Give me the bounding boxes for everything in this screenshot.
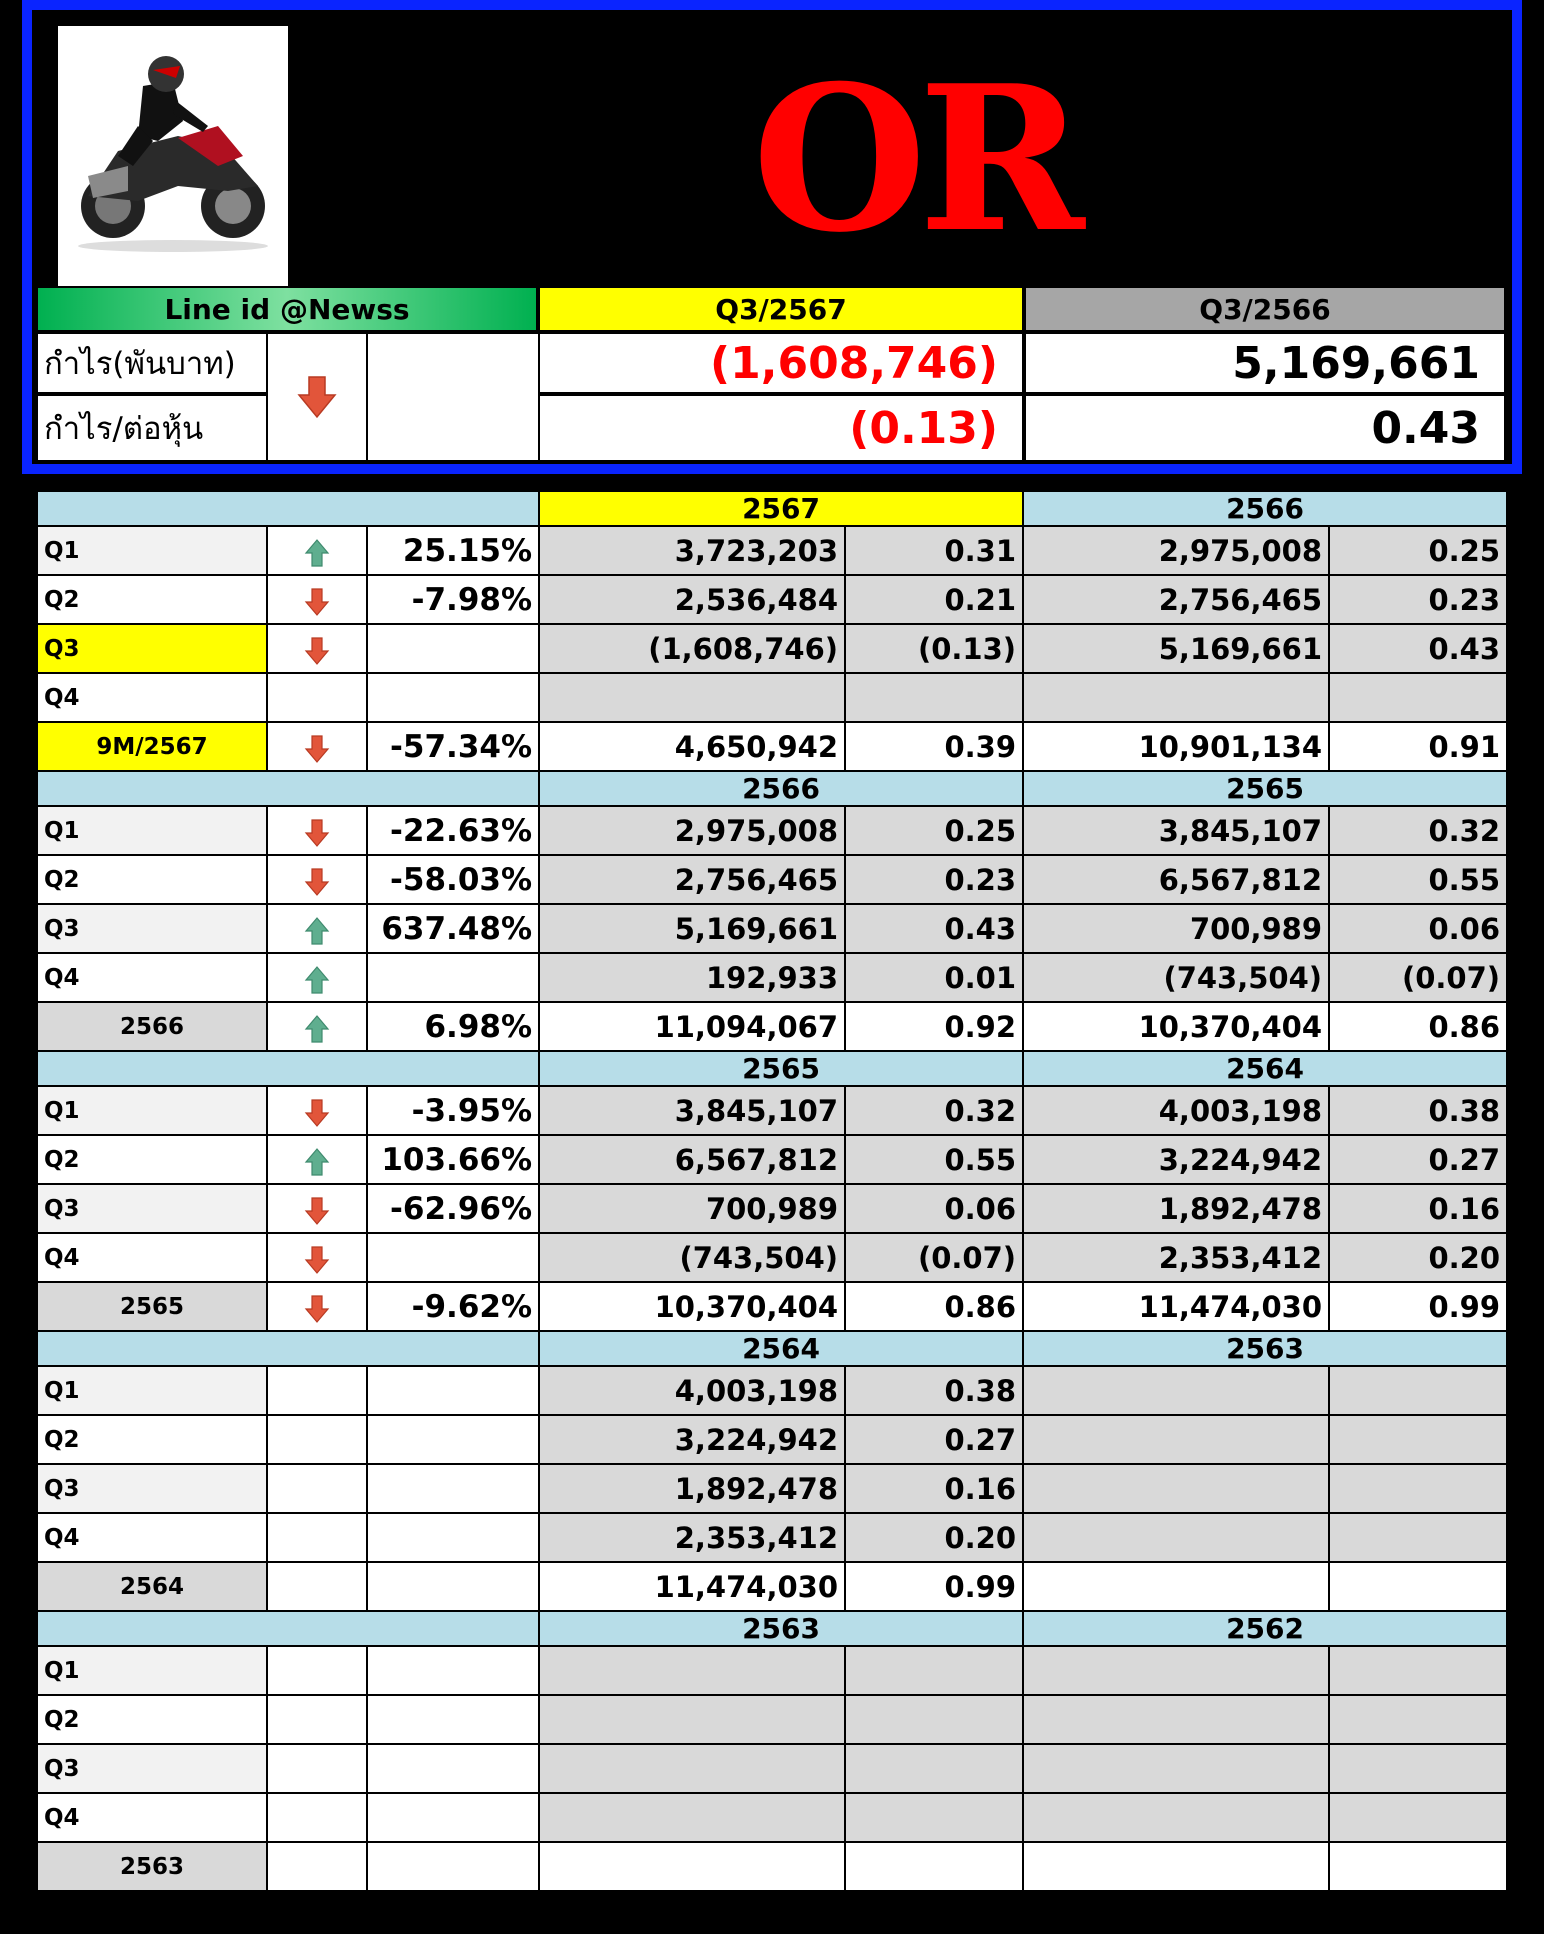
section-header-row [37,771,1507,806]
row-label: Q4 [37,953,267,1002]
profit-current-value: (1,608,746) [538,332,1024,394]
previous-profit: 2,353,412 [1023,1233,1329,1282]
year-current-header: 2563 [539,1611,1023,1646]
change-percent: -22.63% [367,806,539,855]
current-profit: 192,933 [539,953,845,1002]
quarter-row [37,1646,1507,1695]
trend-cell [267,1744,367,1793]
previous-eps: 0.55 [1329,855,1507,904]
quarter-row [37,624,1507,673]
current-profit: 2,756,465 [539,855,845,904]
year-previous-header: 2566 [1023,491,1507,526]
total-row [37,1282,1507,1331]
down-arrow-icon [267,1184,367,1233]
current-eps: 0.20 [845,1513,1023,1562]
current-eps: 0.92 [845,1002,1023,1051]
trend-cell [267,1842,367,1891]
up-arrow-icon [267,1002,367,1051]
year-previous-header: 2563 [1023,1331,1507,1366]
previous-profit: 2,756,465 [1023,575,1329,624]
eps-previous-value: 0.43 [1024,394,1506,462]
current-eps [845,1646,1023,1695]
current-profit: 3,845,107 [539,1086,845,1135]
quarter-row [37,673,1507,722]
current-eps [845,673,1023,722]
current-profit: 10,370,404 [539,1282,845,1331]
quarter-row [37,806,1507,855]
current-eps: 0.43 [845,904,1023,953]
current-eps: 0.27 [845,1415,1023,1464]
previous-profit [1023,1366,1329,1415]
current-eps: 0.99 [845,1562,1023,1611]
section-header-blank [37,1051,539,1086]
section-header-blank [37,1331,539,1366]
current-eps: 0.21 [845,575,1023,624]
row-label: Q4 [37,1233,267,1282]
quarter-row [37,1695,1507,1744]
change-percent: 6.98% [367,1002,539,1051]
row-label: Q4 [37,1513,267,1562]
previous-profit: 11,474,030 [1023,1282,1329,1331]
down-arrow-icon [267,806,367,855]
trend-cell [267,1513,367,1562]
previous-profit [1023,673,1329,722]
previous-profit: 3,224,942 [1023,1135,1329,1184]
previous-eps: 0.27 [1329,1135,1507,1184]
total-row [37,722,1507,771]
current-profit [539,1646,845,1695]
change-percent [367,1695,539,1744]
trend-cell [267,1415,367,1464]
current-profit: 2,975,008 [539,806,845,855]
previous-profit: 2,975,008 [1023,526,1329,575]
total-row [37,1842,1507,1891]
current-profit: 3,224,942 [539,1415,845,1464]
current-profit [539,1842,845,1891]
year-current-header: 2567 [539,491,1023,526]
previous-profit [1023,1464,1329,1513]
trend-cell [267,1793,367,1842]
row-label: Q2 [37,1415,267,1464]
up-arrow-icon [267,904,367,953]
current-profit: 11,094,067 [539,1002,845,1051]
earnings-table [36,490,1508,1892]
change-percent: -9.62% [367,1282,539,1331]
change-percent: -58.03% [367,855,539,904]
current-profit: 2,353,412 [539,1513,845,1562]
current-eps [845,1793,1023,1842]
change-percent [367,1793,539,1842]
line-id-banner: Line id @Newss [36,286,538,332]
previous-profit [1023,1646,1329,1695]
row-label: Q1 [37,1366,267,1415]
previous-eps: 0.23 [1329,575,1507,624]
row-label: Q2 [37,855,267,904]
ticker-symbol: OR [752,42,1077,277]
previous-profit: 1,892,478 [1023,1184,1329,1233]
quarter-row [37,1513,1507,1562]
row-label: 2565 [37,1282,267,1331]
row-label: 2564 [37,1562,267,1611]
previous-eps: 0.86 [1329,1002,1507,1051]
row-label: Q1 [37,526,267,575]
change-percent: 637.48% [367,904,539,953]
change-percent [367,1842,539,1891]
current-eps [845,1842,1023,1891]
trend-cell [267,1562,367,1611]
section-header-row [37,1331,1507,1366]
current-eps: (0.07) [845,1233,1023,1282]
previous-eps [1329,1464,1507,1513]
change-percent [367,1464,539,1513]
quarter-row [37,1135,1507,1184]
year-current-header: 2564 [539,1331,1023,1366]
change-percent [367,1562,539,1611]
quarter-row [37,1184,1507,1233]
trend-cell [267,1366,367,1415]
current-eps [845,1695,1023,1744]
previous-profit: 6,567,812 [1023,855,1329,904]
section-header-blank [37,771,539,806]
previous-eps: 0.91 [1329,722,1507,771]
change-percent: -7.98% [367,575,539,624]
row-label: Q1 [37,1646,267,1695]
current-profit: 11,474,030 [539,1562,845,1611]
previous-eps: 0.32 [1329,806,1507,855]
row-label: 9M/2567 [37,722,267,771]
current-profit: 1,892,478 [539,1464,845,1513]
year-previous-header: 2562 [1023,1611,1507,1646]
year-previous-header: 2564 [1023,1051,1507,1086]
previous-eps [1329,673,1507,722]
change-percent [367,1744,539,1793]
total-row [37,1002,1507,1051]
quarter-row [37,904,1507,953]
previous-profit: 5,169,661 [1023,624,1329,673]
current-profit [539,1744,845,1793]
change-percent: -57.34% [367,722,539,771]
current-eps: 0.06 [845,1184,1023,1233]
quarter-row [37,575,1507,624]
previous-profit: 4,003,198 [1023,1086,1329,1135]
previous-eps [1329,1366,1507,1415]
previous-eps: 0.06 [1329,904,1507,953]
current-profit: (1,608,746) [539,624,845,673]
change-percent [367,1366,539,1415]
year-previous-header: 2565 [1023,771,1507,806]
trend-cell [267,1695,367,1744]
previous-eps: 0.20 [1329,1233,1507,1282]
previous-profit [1023,1415,1329,1464]
quarter-row [37,1744,1507,1793]
previous-eps: 0.16 [1329,1184,1507,1233]
previous-profit: 3,845,107 [1023,806,1329,855]
down-arrow-icon [267,1086,367,1135]
row-label: Q2 [37,1695,267,1744]
current-eps: 0.16 [845,1464,1023,1513]
row-label: 2566 [37,1002,267,1051]
change-percent [367,624,539,673]
trend-cell [267,673,367,722]
previous-profit: (743,504) [1023,953,1329,1002]
down-arrow-icon [267,1282,367,1331]
previous-profit [1023,1744,1329,1793]
previous-profit [1023,1513,1329,1562]
trend-cell [267,1646,367,1695]
up-arrow-icon [267,1135,367,1184]
current-profit: 2,536,484 [539,575,845,624]
change-percent: -62.96% [367,1184,539,1233]
current-profit: 5,169,661 [539,904,845,953]
profit-label: กำไร(พันบาท) [36,332,268,394]
previous-profit: 700,989 [1023,904,1329,953]
previous-eps: 0.25 [1329,526,1507,575]
change-percent [367,673,539,722]
change-percent: -3.95% [367,1086,539,1135]
previous-eps [1329,1744,1507,1793]
current-profit: 4,650,942 [539,722,845,771]
eps-label: กำไร/ต่อหุ้น [36,394,268,462]
change-percent [367,1646,539,1695]
row-label: Q2 [37,575,267,624]
previous-profit [1023,1695,1329,1744]
change-percent: 103.66% [367,1135,539,1184]
row-label: Q4 [37,673,267,722]
quarter-row [37,1793,1507,1842]
row-label: Q3 [37,1464,267,1513]
row-label: 2563 [37,1842,267,1891]
change-percent [367,1513,539,1562]
current-eps: 0.23 [845,855,1023,904]
previous-eps [1329,1415,1507,1464]
section-header-row [37,491,1507,526]
change-percent: 25.15% [367,526,539,575]
previous-eps [1329,1513,1507,1562]
up-arrow-icon [267,526,367,575]
total-row [37,1562,1507,1611]
previous-eps: 0.99 [1329,1282,1507,1331]
section-header-blank [37,1611,539,1646]
down-arrow-icon [266,332,368,462]
previous-eps [1329,1646,1507,1695]
down-arrow-icon [267,624,367,673]
motorcycle-rider-image [58,26,288,294]
down-arrow-icon [267,855,367,904]
current-profit [539,673,845,722]
current-quarter-header: Q3/2567 [538,286,1024,332]
current-eps [845,1744,1023,1793]
current-profit: 3,723,203 [539,526,845,575]
year-current-header: 2566 [539,771,1023,806]
previous-eps: 0.43 [1329,624,1507,673]
current-profit [539,1695,845,1744]
previous-eps: (0.07) [1329,953,1507,1002]
quarter-row [37,855,1507,904]
current-profit: 700,989 [539,1184,845,1233]
quarter-row [37,1366,1507,1415]
change-percent [367,1415,539,1464]
up-arrow-icon [267,953,367,1002]
current-eps: 0.25 [845,806,1023,855]
previous-eps [1329,1793,1507,1842]
profit-previous-value: 5,169,661 [1024,332,1506,394]
current-eps: (0.13) [845,624,1023,673]
down-arrow-icon [267,722,367,771]
previous-eps [1329,1695,1507,1744]
row-label: Q3 [37,904,267,953]
quarter-row [37,1233,1507,1282]
current-profit: (743,504) [539,1233,845,1282]
row-label: Q3 [37,624,267,673]
current-profit [539,1793,845,1842]
previous-profit: 10,370,404 [1023,1002,1329,1051]
eps-current-value: (0.13) [538,394,1024,462]
quarter-row [37,953,1507,1002]
change-percent [367,1233,539,1282]
quarter-row [37,1464,1507,1513]
row-label: Q1 [37,806,267,855]
current-profit: 6,567,812 [539,1135,845,1184]
year-current-header: 2565 [539,1051,1023,1086]
previous-eps [1329,1842,1507,1891]
current-eps: 0.31 [845,526,1023,575]
section-header-blank [37,491,539,526]
previous-quarter-header: Q3/2566 [1024,286,1506,332]
current-eps: 0.38 [845,1366,1023,1415]
trend-cell [267,1464,367,1513]
section-header-row [37,1051,1507,1086]
row-label: Q3 [37,1744,267,1793]
header-empty-cell [366,332,540,462]
section-header-row [37,1611,1507,1646]
quarter-row [37,526,1507,575]
row-label: Q4 [37,1793,267,1842]
row-label: Q2 [37,1135,267,1184]
previous-profit [1023,1562,1329,1611]
previous-profit: 10,901,134 [1023,722,1329,771]
previous-eps [1329,1562,1507,1611]
down-arrow-icon [267,575,367,624]
current-eps: 0.32 [845,1086,1023,1135]
row-label: Q3 [37,1184,267,1233]
quarter-row [37,1086,1507,1135]
previous-profit [1023,1842,1329,1891]
current-profit: 4,003,198 [539,1366,845,1415]
quarter-row [37,1415,1507,1464]
down-arrow-icon [267,1233,367,1282]
current-eps: 0.86 [845,1282,1023,1331]
change-percent [367,953,539,1002]
previous-eps: 0.38 [1329,1086,1507,1135]
current-eps: 0.55 [845,1135,1023,1184]
row-label: Q1 [37,1086,267,1135]
current-eps: 0.39 [845,722,1023,771]
current-eps: 0.01 [845,953,1023,1002]
previous-profit [1023,1793,1329,1842]
